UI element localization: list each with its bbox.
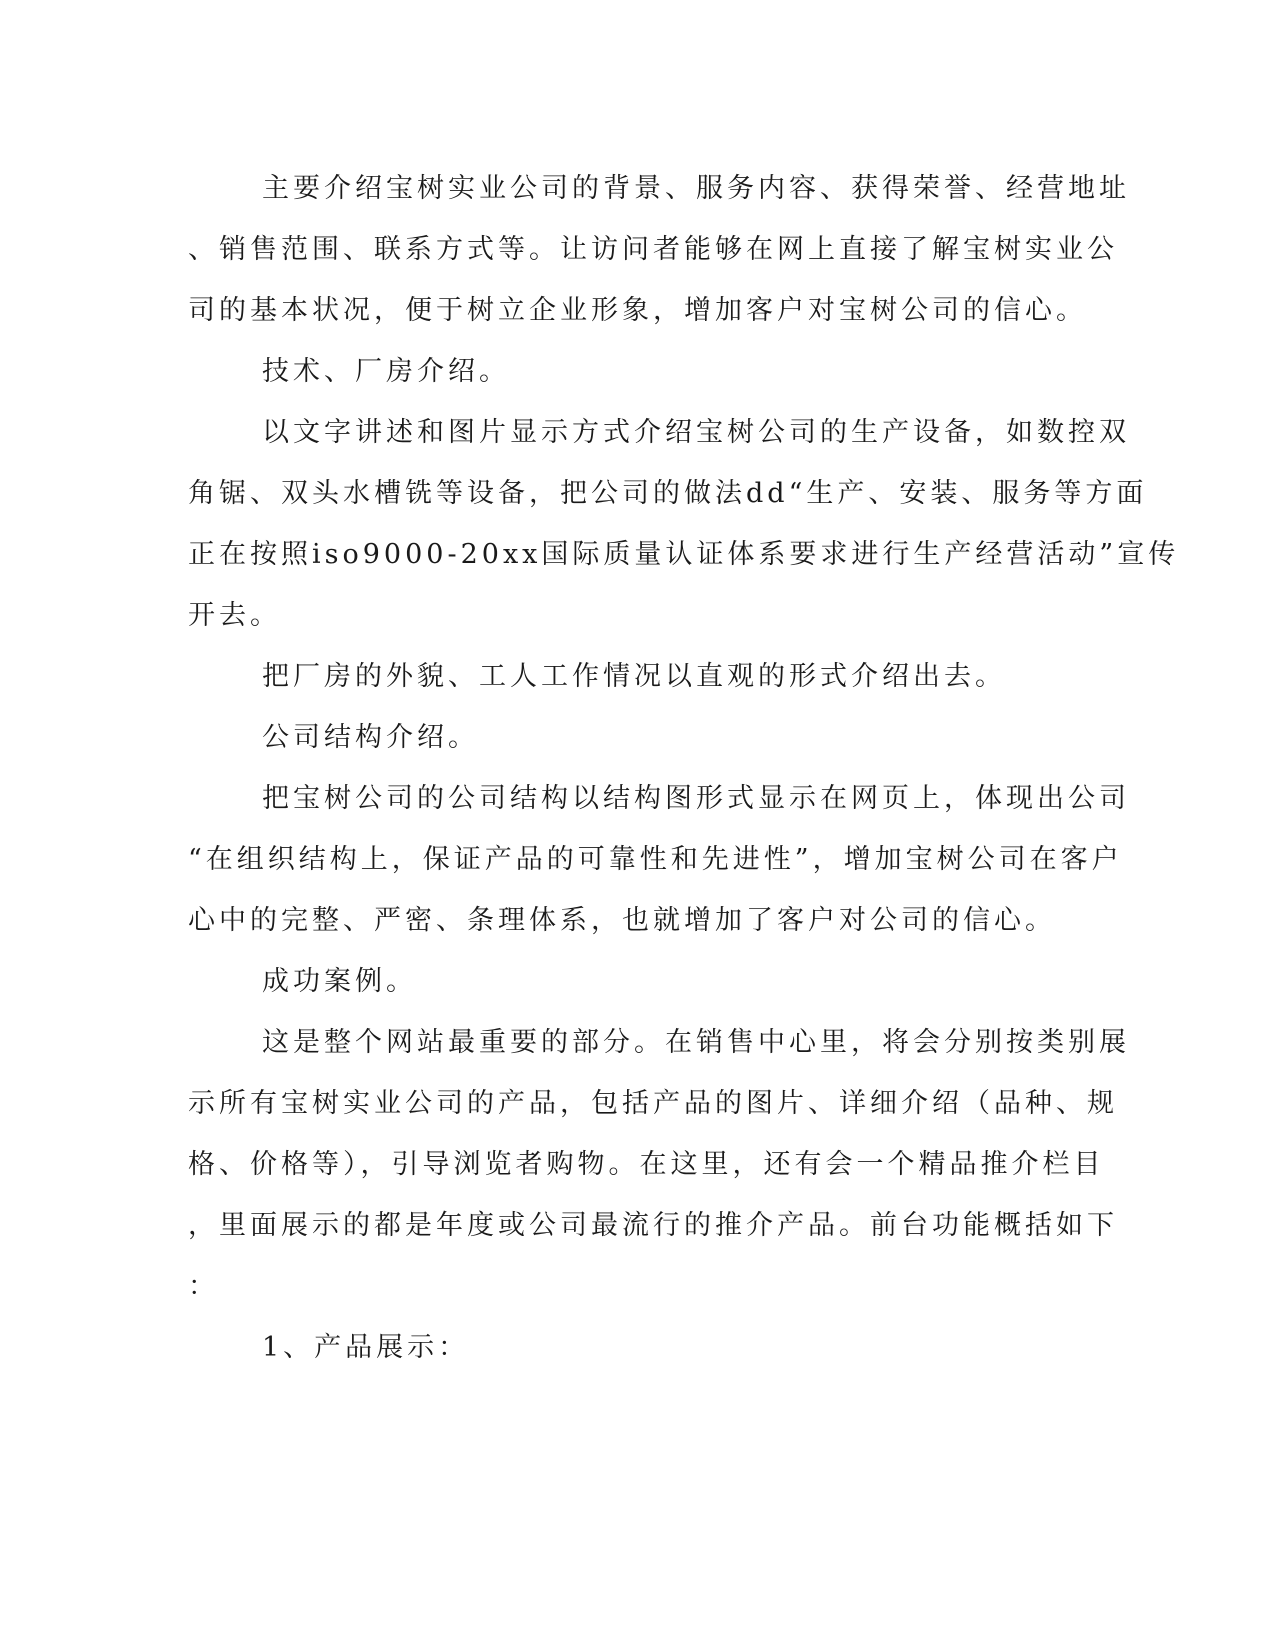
paragraph-company-intro-line-2: 、销售范围、联系方式等。让访问者能够在网上直接了解宝树实业公 [188, 234, 1118, 265]
paragraph-plant-appearance: 把厂房的外貌、工人工作情况以直观的形式介绍出去。 [262, 661, 1006, 692]
paragraph-equipment-line-2: 角锯、双头水槽铣等设备，把公司的做法dd“生产、安装、服务等方面 [188, 478, 1148, 509]
list-item-product-display: 1、产品展示： [262, 1332, 470, 1363]
paragraph-structure-line-1: 把宝树公司的公司结构以结构图形式显示在网页上，体现出公司 [262, 783, 1130, 814]
paragraph-sales-center-line-2: 示所有宝树实业公司的产品，包括产品的图片、详细介绍（品种、规 [188, 1088, 1118, 1119]
paragraph-sales-center-line-4: ，里面展示的都是年度或公司最流行的推介产品。前台功能概括如下 [188, 1210, 1118, 1241]
paragraph-equipment-line-1: 以文字讲述和图片显示方式介绍宝树公司的生产设备，如数控双 [262, 417, 1130, 448]
paragraph-equipment-line-3: 正在按照iso9000-20xx国际质量认证体系要求进行生产经营活动”宣传 [188, 539, 1180, 570]
paragraph-structure-line-2: “在组织结构上，保证产品的可靠性和先进性”，增加宝树公司在客户 [188, 844, 1123, 875]
paragraph-sales-center-line-3: 格、价格等），引导浏览者购物。在这里，还有会一个精品推介栏目 [188, 1149, 1105, 1180]
section-heading-company-structure: 公司结构介绍。 [262, 722, 479, 753]
section-heading-technology-plant: 技术、厂房介绍。 [262, 356, 510, 387]
paragraph-sales-center-line-5: ： [188, 1271, 219, 1302]
document-body [188, 158, 1180, 1378]
paragraph-sales-center-line-1: 这是整个网站最重要的部分。在销售中心里，将会分别按类别展 [262, 1027, 1130, 1058]
paragraph-company-intro-line-3: 司的基本状况，便于树立企业形象，增加客户对宝树公司的信心。 [188, 295, 1087, 326]
section-heading-success-cases: 成功案例。 [262, 966, 417, 997]
paragraph-equipment-line-4: 开去。 [188, 600, 281, 631]
paragraph-structure-line-3: 心中的完整、严密、条理体系，也就增加了客户对公司的信心。 [188, 905, 1056, 936]
paragraph-company-intro-line-1: 主要介绍宝树实业公司的背景、服务内容、获得荣誉、经营地址 [262, 173, 1130, 204]
